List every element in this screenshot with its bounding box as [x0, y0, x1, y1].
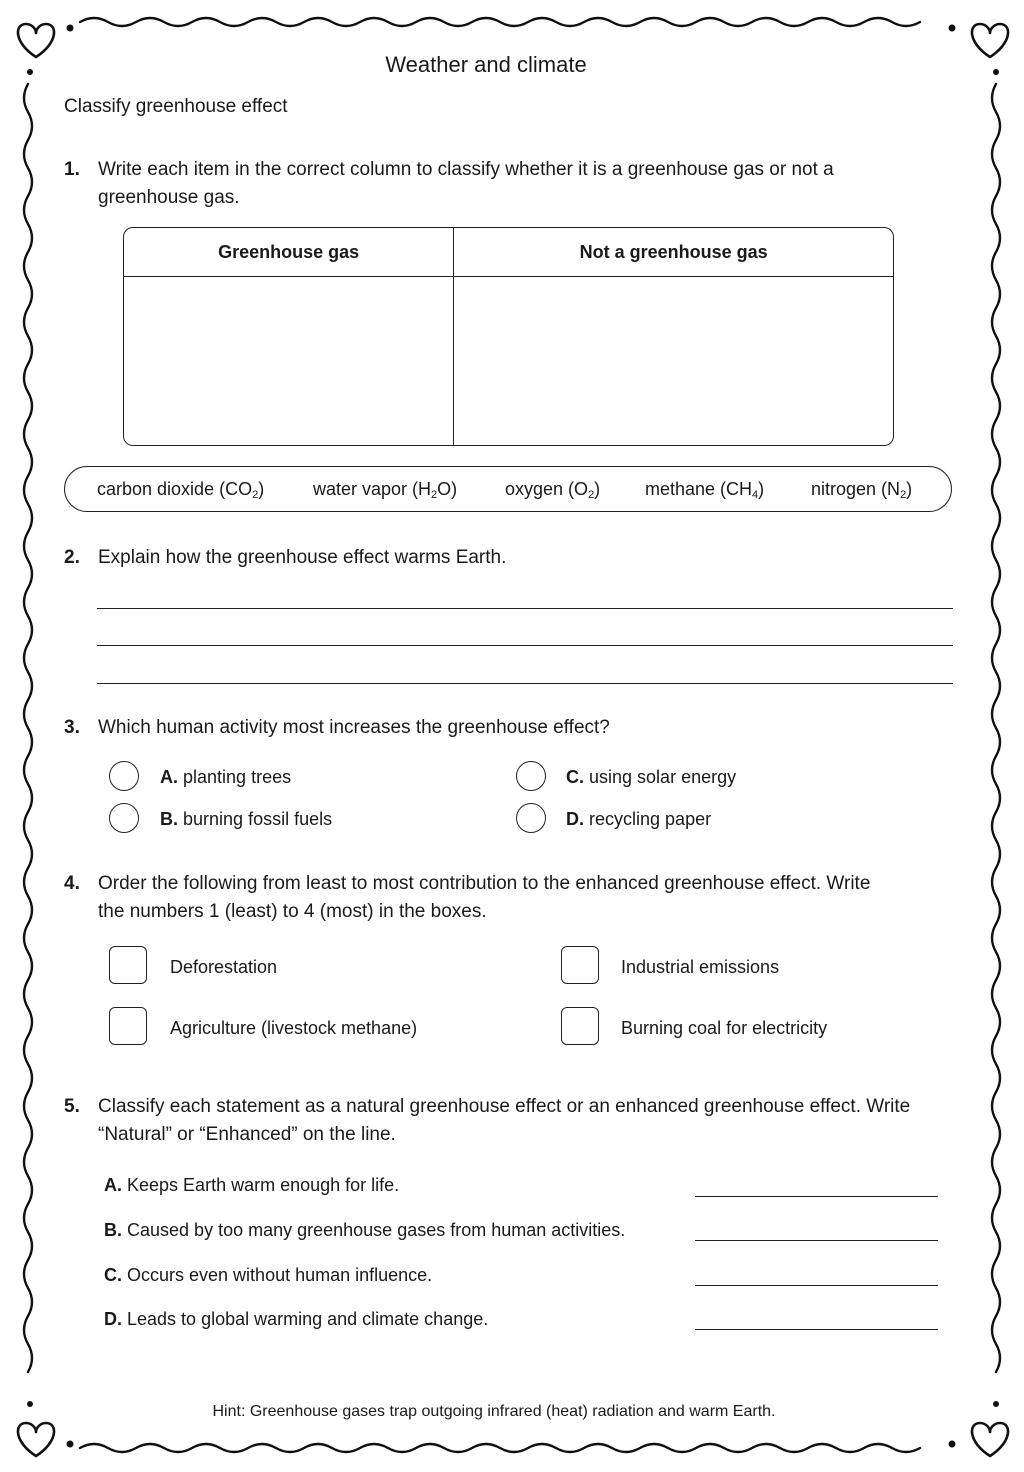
- order-box-deforestation[interactable]: [109, 946, 147, 984]
- question-text: Write each item in the correct column to classify whether it is a greenhouse gas or not a greenhouse gas.: [98, 159, 834, 208]
- option-d: D. recycling paper: [566, 809, 712, 829]
- column-header-greenhouse-gas: Greenhouse gas: [124, 228, 453, 277]
- option-a: A. planting trees: [160, 767, 292, 787]
- not-greenhouse-gas-answer-area[interactable]: [453, 277, 893, 445]
- question-text: Order the following from least to most contribution to the enhanced greenhouse effect. Write the numbers 1 (least) to 4 (most) in the boxes.: [98, 873, 871, 922]
- word-bank-item: methane $(CH_4)$: [645, 479, 765, 501]
- question-text: Which human activity most increases the greenhouse effect?: [98, 717, 610, 738]
- hint-text: Hint: Greenhouse gases trap outgoing infrared (heat) radiation and warm Earth.: [212, 1403, 776, 1420]
- question-5: [64, 1093, 954, 1149]
- option-c-radio[interactable]: [516, 761, 546, 791]
- statement-a: A. Keeps Earth warm enough for life.: [104, 1175, 400, 1195]
- question-text: Classify each statement as a natural greenhouse effect or an enhanced greenhouse effect. Write “Natural” or “Enhanced” on the line.: [98, 1096, 911, 1145]
- word-bank-item: carbon dioxide $(CO_2)$: [97, 479, 265, 501]
- order-box-burning-coal[interactable]: [561, 1007, 599, 1045]
- heart-icon: [18, 1423, 54, 1456]
- statement-d: D. Leads to global warming and climate change.: [104, 1309, 489, 1329]
- answer-line-b[interactable]: [695, 1240, 938, 1241]
- top-wave-border: [80, 18, 920, 26]
- word-bank-item: oxygen $(O_2)$: [505, 479, 601, 501]
- heart-icon: [972, 24, 1008, 57]
- answer-line-d[interactable]: [695, 1329, 938, 1330]
- order-item-label: Industrial emissions: [621, 957, 780, 977]
- order-item-label: Agriculture (livestock methane): [170, 1018, 418, 1038]
- order-item-label: Deforestation: [170, 957, 278, 977]
- question-1: [64, 156, 954, 212]
- question-number: 5.: [64, 1096, 80, 1117]
- order-box-agriculture[interactable]: [109, 1007, 147, 1045]
- heart-icon: [972, 1423, 1008, 1456]
- bottom-wave-border: [80, 1444, 920, 1452]
- word-bank-item: water vapor $(H_2O)$: [313, 479, 458, 501]
- question-2: [64, 544, 954, 572]
- question-4: [64, 870, 954, 926]
- left-wave-border: [24, 84, 32, 1372]
- question-3: [64, 714, 954, 742]
- question-number: 4.: [64, 873, 80, 894]
- classification-table: [123, 227, 894, 446]
- column-header-not-greenhouse-gas: Not a greenhouse gas: [453, 228, 893, 277]
- word-bank: [64, 466, 952, 512]
- greenhouse-gas-answer-area[interactable]: [124, 277, 453, 445]
- word-bank-item: nitrogen $(N_2)$: [811, 479, 913, 501]
- statement-b: B. Caused by too many greenhouse gases from human activities.: [104, 1220, 626, 1240]
- question-text: Explain how the greenhouse effect warms Earth.: [98, 547, 507, 568]
- option-d-radio[interactable]: [516, 803, 546, 833]
- question-number: 2.: [64, 547, 80, 568]
- option-b: B. burning fossil fuels: [160, 809, 333, 829]
- option-b-radio[interactable]: [109, 803, 139, 833]
- answer-line-c[interactable]: [695, 1285, 938, 1286]
- option-c: C. using solar energy: [566, 767, 737, 787]
- right-wave-border: [992, 84, 1000, 1372]
- question-number: 3.: [64, 717, 80, 738]
- statement-c: C. Occurs even without human influence.: [104, 1265, 433, 1285]
- answer-line[interactable]: [97, 645, 953, 646]
- answer-line[interactable]: [97, 683, 953, 684]
- answer-line[interactable]: [97, 608, 953, 609]
- order-item-label: Burning coal for electricity: [621, 1018, 828, 1038]
- question-number: 1.: [64, 159, 80, 180]
- order-box-industrial-emissions[interactable]: [561, 946, 599, 984]
- worksheet-title: Weather and climate: [385, 52, 587, 77]
- option-a-radio[interactable]: [109, 761, 139, 791]
- worksheet-subtitle: Classify greenhouse effect: [64, 96, 288, 117]
- answer-line-a[interactable]: [695, 1196, 938, 1197]
